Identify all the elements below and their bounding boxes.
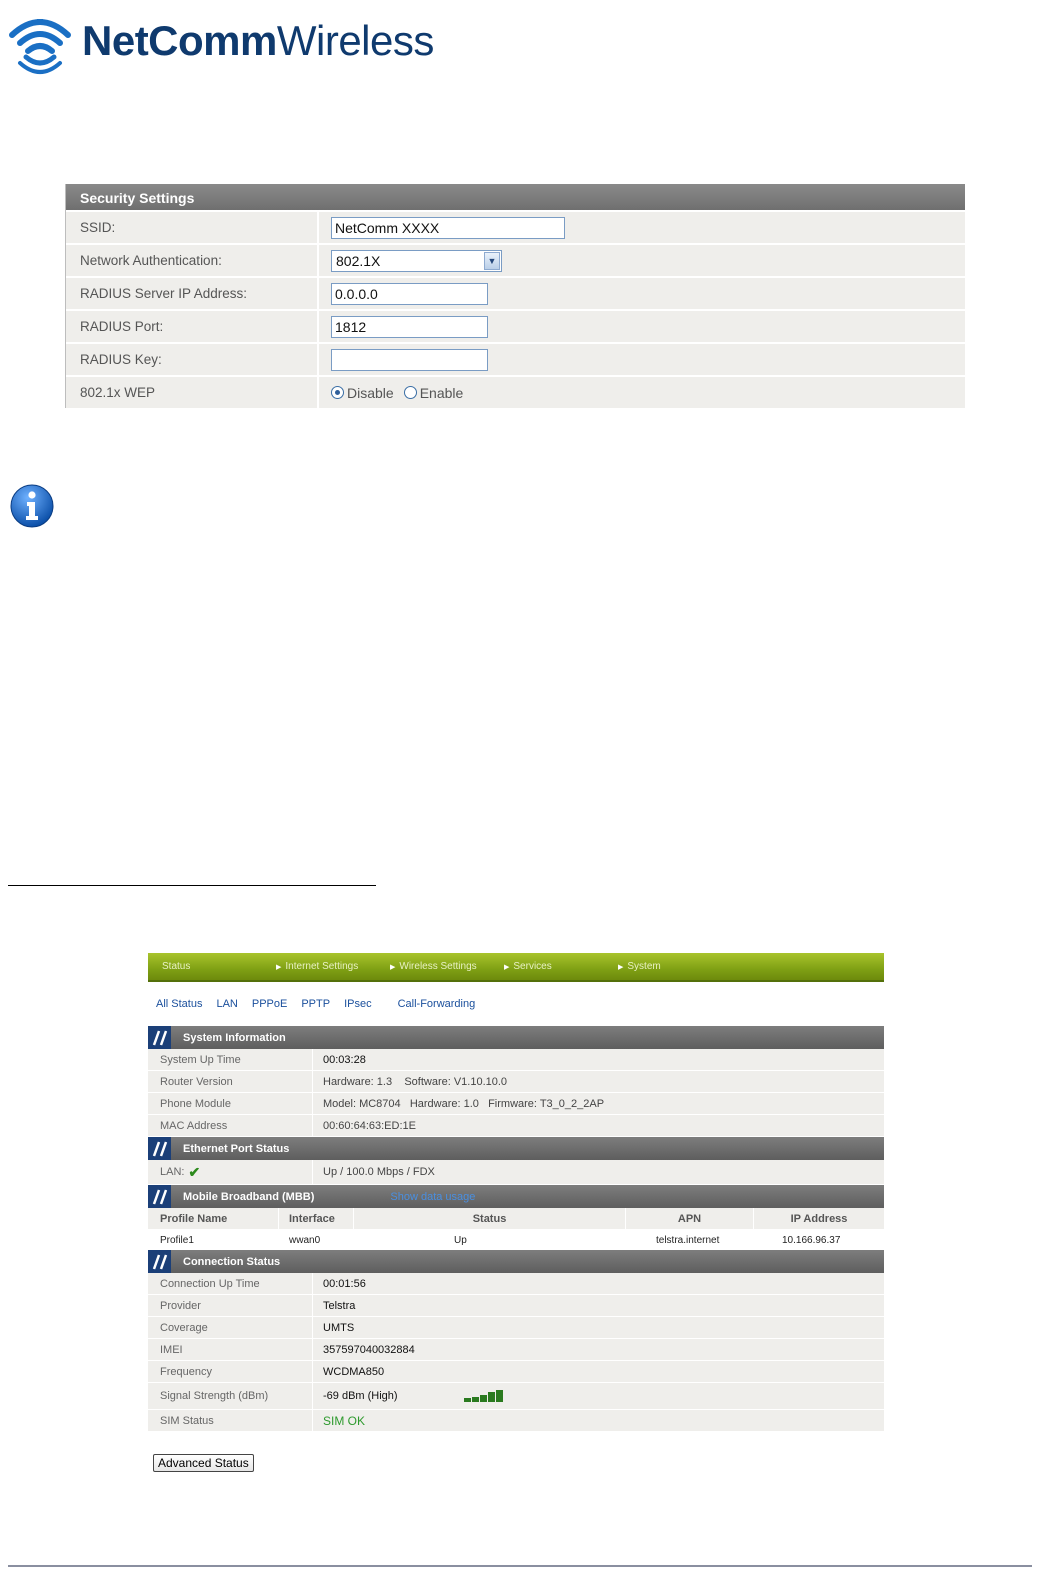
conn-label: Frequency <box>148 1361 313 1382</box>
arrow-right-icon: ▶ <box>390 964 396 971</box>
conn-row <box>148 1383 884 1410</box>
connection-header <box>148 1250 884 1273</box>
router-status-screenshot <box>148 953 884 1470</box>
section-logo-icon <box>148 1137 171 1160</box>
info-label: MAC Address <box>148 1115 313 1136</box>
conn-row <box>148 1273 884 1295</box>
netcomm-logo <box>8 6 434 76</box>
radius-key-row <box>66 344 965 375</box>
col-interface: Interface <box>279 1208 354 1229</box>
section-logo-icon <box>148 1026 171 1049</box>
network-auth-row <box>66 245 965 276</box>
sim-status-value: SIM OK <box>323 1413 366 1428</box>
subnav-all-status[interactable]: All Status <box>156 998 203 1010</box>
info-label: System Up Time <box>148 1049 313 1070</box>
info-value: Hardware: 1.3 Software: V1.10.10.0 <box>323 1075 508 1088</box>
mbb-title: Mobile Broadband (MBB) <box>183 1190 315 1203</box>
wep-enable-radio[interactable] <box>404 386 417 399</box>
wep-label: 802.1x WEP <box>66 377 319 408</box>
conn-row <box>148 1295 884 1317</box>
conn-row <box>148 1317 884 1339</box>
system-info-title: System Information <box>183 1031 286 1044</box>
conn-label: Provider <box>148 1295 313 1316</box>
subnav-pppoe[interactable]: PPPoE <box>251 998 288 1010</box>
section-logo-icon <box>148 1185 171 1208</box>
subnav-ipsec[interactable]: IPsec <box>344 998 372 1010</box>
info-value: 00:60:64:63:ED:1E <box>323 1119 416 1132</box>
ssid-row <box>66 212 965 243</box>
chevron-down-icon[interactable]: ▼ <box>484 252 500 270</box>
mbb-table-header <box>148 1208 884 1230</box>
show-data-usage-link[interactable]: Show data usage <box>390 1190 476 1203</box>
brand-bold: NetComm <box>82 17 277 64</box>
col-ip-address: IP Address <box>790 1212 848 1225</box>
ethernet-value: Up / 100.0 Mbps / FDX <box>323 1166 435 1178</box>
conn-label: Coverage <box>148 1317 313 1338</box>
info-row <box>148 1115 884 1137</box>
ethernet-row <box>148 1160 884 1185</box>
ethernet-label-cell <box>148 1160 313 1184</box>
nav-internet-settings[interactable]: ▶ Internet Settings <box>276 961 359 972</box>
info-label: Phone Module <box>148 1093 313 1114</box>
info-row <box>148 1049 884 1071</box>
network-auth-select[interactable] <box>331 250 502 272</box>
subnav-pptp[interactable]: PPTP <box>301 998 331 1010</box>
nav-services[interactable]: ▶ Services <box>504 961 552 972</box>
nav-wireless-settings[interactable]: ▶ Wireless Settings <box>390 961 477 972</box>
cell-interface: wwan0 <box>279 1230 354 1250</box>
radius-key-label: RADIUS Key: <box>66 344 319 375</box>
section-heading-rule <box>8 885 376 886</box>
footer-rule <box>8 1565 1032 1567</box>
radius-ip-label: RADIUS Server IP Address: <box>66 278 319 309</box>
conn-label: Signal Strength (dBm) <box>148 1383 313 1409</box>
info-label: Router Version <box>148 1071 313 1092</box>
radius-key-input[interactable] <box>331 349 488 371</box>
signal-value: -69 dBm (High) <box>323 1390 398 1402</box>
security-settings-title: Security Settings <box>66 184 965 210</box>
system-info-header <box>148 1026 884 1049</box>
cell-apn: telstra.internet <box>626 1230 754 1250</box>
sub-nav <box>148 982 884 1026</box>
brand-name <box>82 17 434 64</box>
info-value: Model: MC8704 Hardware: 1.0 Firmware: T3_0_2_2AP <box>323 1097 605 1110</box>
advanced-status-button[interactable]: Advanced Status <box>153 1454 254 1472</box>
wep-disable-label: Disable <box>347 384 394 401</box>
info-row <box>148 1093 884 1115</box>
conn-label: Connection Up Time <box>148 1273 313 1294</box>
radius-port-label: RADIUS Port: <box>66 311 319 342</box>
wifi-logo-icon <box>8 7 72 75</box>
arrow-right-icon: ▶ <box>276 964 282 971</box>
lan-label: LAN: <box>160 1166 185 1178</box>
col-profile-name: Profile Name <box>148 1208 279 1229</box>
radius-ip-input[interactable] <box>331 283 488 305</box>
radius-ip-row <box>66 278 965 309</box>
cell-profile: Profile1 <box>148 1230 279 1250</box>
conn-value: 00:01:56 <box>323 1277 366 1290</box>
conn-row <box>148 1410 884 1432</box>
checkmark-icon: ✔ <box>188 1163 201 1180</box>
arrow-right-icon: ▶ <box>618 964 624 971</box>
signal-strength-icon <box>464 1390 504 1402</box>
subnav-lan[interactable]: LAN <box>216 998 238 1010</box>
conn-row <box>148 1339 884 1361</box>
cell-status: Up <box>354 1230 626 1250</box>
ssid-input[interactable] <box>331 217 565 239</box>
conn-value: WCDMA850 <box>323 1365 385 1378</box>
section-logo-icon <box>148 1250 171 1273</box>
info-value: 00:03:28 <box>323 1053 366 1066</box>
info-icon <box>10 484 54 528</box>
conn-value: 357597040032884 <box>323 1343 415 1356</box>
col-status: Status <box>354 1208 626 1229</box>
radius-port-row <box>66 311 965 342</box>
radius-port-input[interactable] <box>331 316 488 338</box>
cell-ip: 10.166.96.37 <box>782 1234 841 1246</box>
table-row <box>148 1230 884 1250</box>
nav-system[interactable]: ▶ System <box>618 961 661 972</box>
nav-status[interactable]: Status <box>162 961 191 972</box>
ethernet-header <box>148 1137 884 1160</box>
conn-value: Telstra <box>323 1299 356 1312</box>
conn-row <box>148 1361 884 1383</box>
top-nav <box>148 953 884 982</box>
subnav-call-forwarding[interactable]: Call-Forwarding <box>397 998 476 1010</box>
conn-label: IMEI <box>148 1339 313 1360</box>
connection-title: Connection Status <box>183 1255 281 1268</box>
arrow-right-icon: ▶ <box>504 964 510 971</box>
wep-disable-radio[interactable] <box>331 386 344 399</box>
signal-cell <box>313 1390 504 1402</box>
network-auth-label: Network Authentication: <box>66 245 319 276</box>
wep-enable-label: Enable <box>419 384 464 401</box>
info-row <box>148 1071 884 1093</box>
conn-value: UMTS <box>323 1321 355 1334</box>
ethernet-title: Ethernet Port Status <box>183 1142 290 1155</box>
brand-light: Wireless <box>276 17 434 64</box>
network-auth-selected: 802.1X <box>336 252 381 269</box>
mbb-header <box>148 1185 884 1208</box>
ssid-label: SSID: <box>66 212 319 243</box>
wep-row <box>66 377 965 408</box>
conn-label: SIM Status <box>148 1410 313 1431</box>
security-settings-panel <box>65 184 965 408</box>
col-apn: APN <box>626 1208 754 1229</box>
